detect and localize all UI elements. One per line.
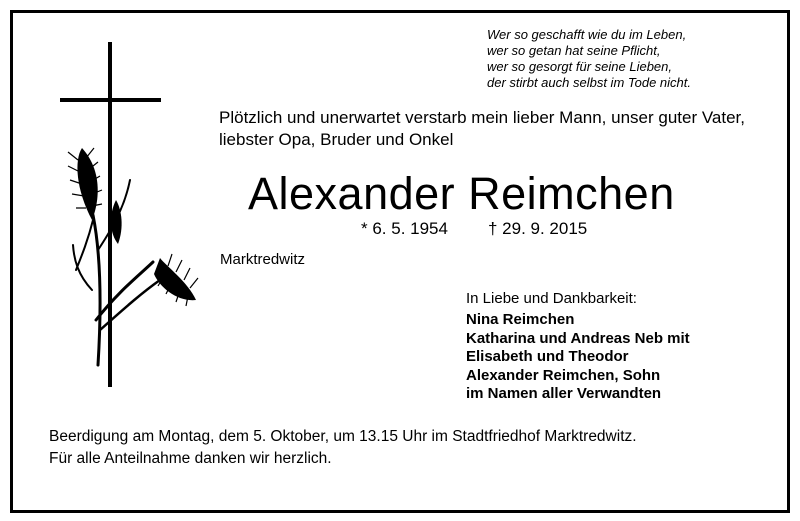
mourner-name: Nina Reimchen (466, 311, 575, 328)
thanks-note: Für alle Anteilnahme danken wir herzlich. (49, 450, 332, 467)
mourner-name: im Namen aller Verwandten (466, 385, 662, 402)
poem-line: wer so gesorgt für seine Lieben, (487, 59, 672, 74)
hometown: Marktredwitz (220, 251, 306, 268)
mourner-name: Elisabeth und Theodor (466, 348, 629, 365)
poem-line: der stirbt auch selbst im Tode nicht. (487, 75, 692, 90)
poem-line: Wer so geschafft wie du im Leben, (487, 27, 687, 42)
deceased-name: Alexander Reimchen (248, 168, 675, 219)
death-date: † 29. 9. 2015 (488, 219, 588, 238)
mourners-list (466, 311, 690, 404)
mourners-intro: In Liebe und Dankbarkeit: (466, 290, 637, 307)
birth-date: * 6. 5. 1954 (361, 219, 448, 238)
funeral-info (49, 426, 637, 470)
poem-line: wer so getan hat seine Pflicht, (487, 43, 661, 58)
memorial-poem (487, 27, 747, 91)
cross-with-wheat-icon (48, 30, 208, 395)
mourner-name: Katharina und Andreas Neb mit (466, 329, 690, 347)
funeral-details: Beerdigung am Montag, dem 5. Oktober, um 13.15 Uhr im Stadtfriedhof Marktredwitz. (49, 428, 637, 445)
mourner-name: Alexander Reimchen, Sohn (466, 366, 661, 384)
death-announcement-text: Plötzlich und unerwartet verstarb mein lieber Mann, unser guter Vater, liebster Opa, Bruder und Onkel (219, 108, 746, 149)
